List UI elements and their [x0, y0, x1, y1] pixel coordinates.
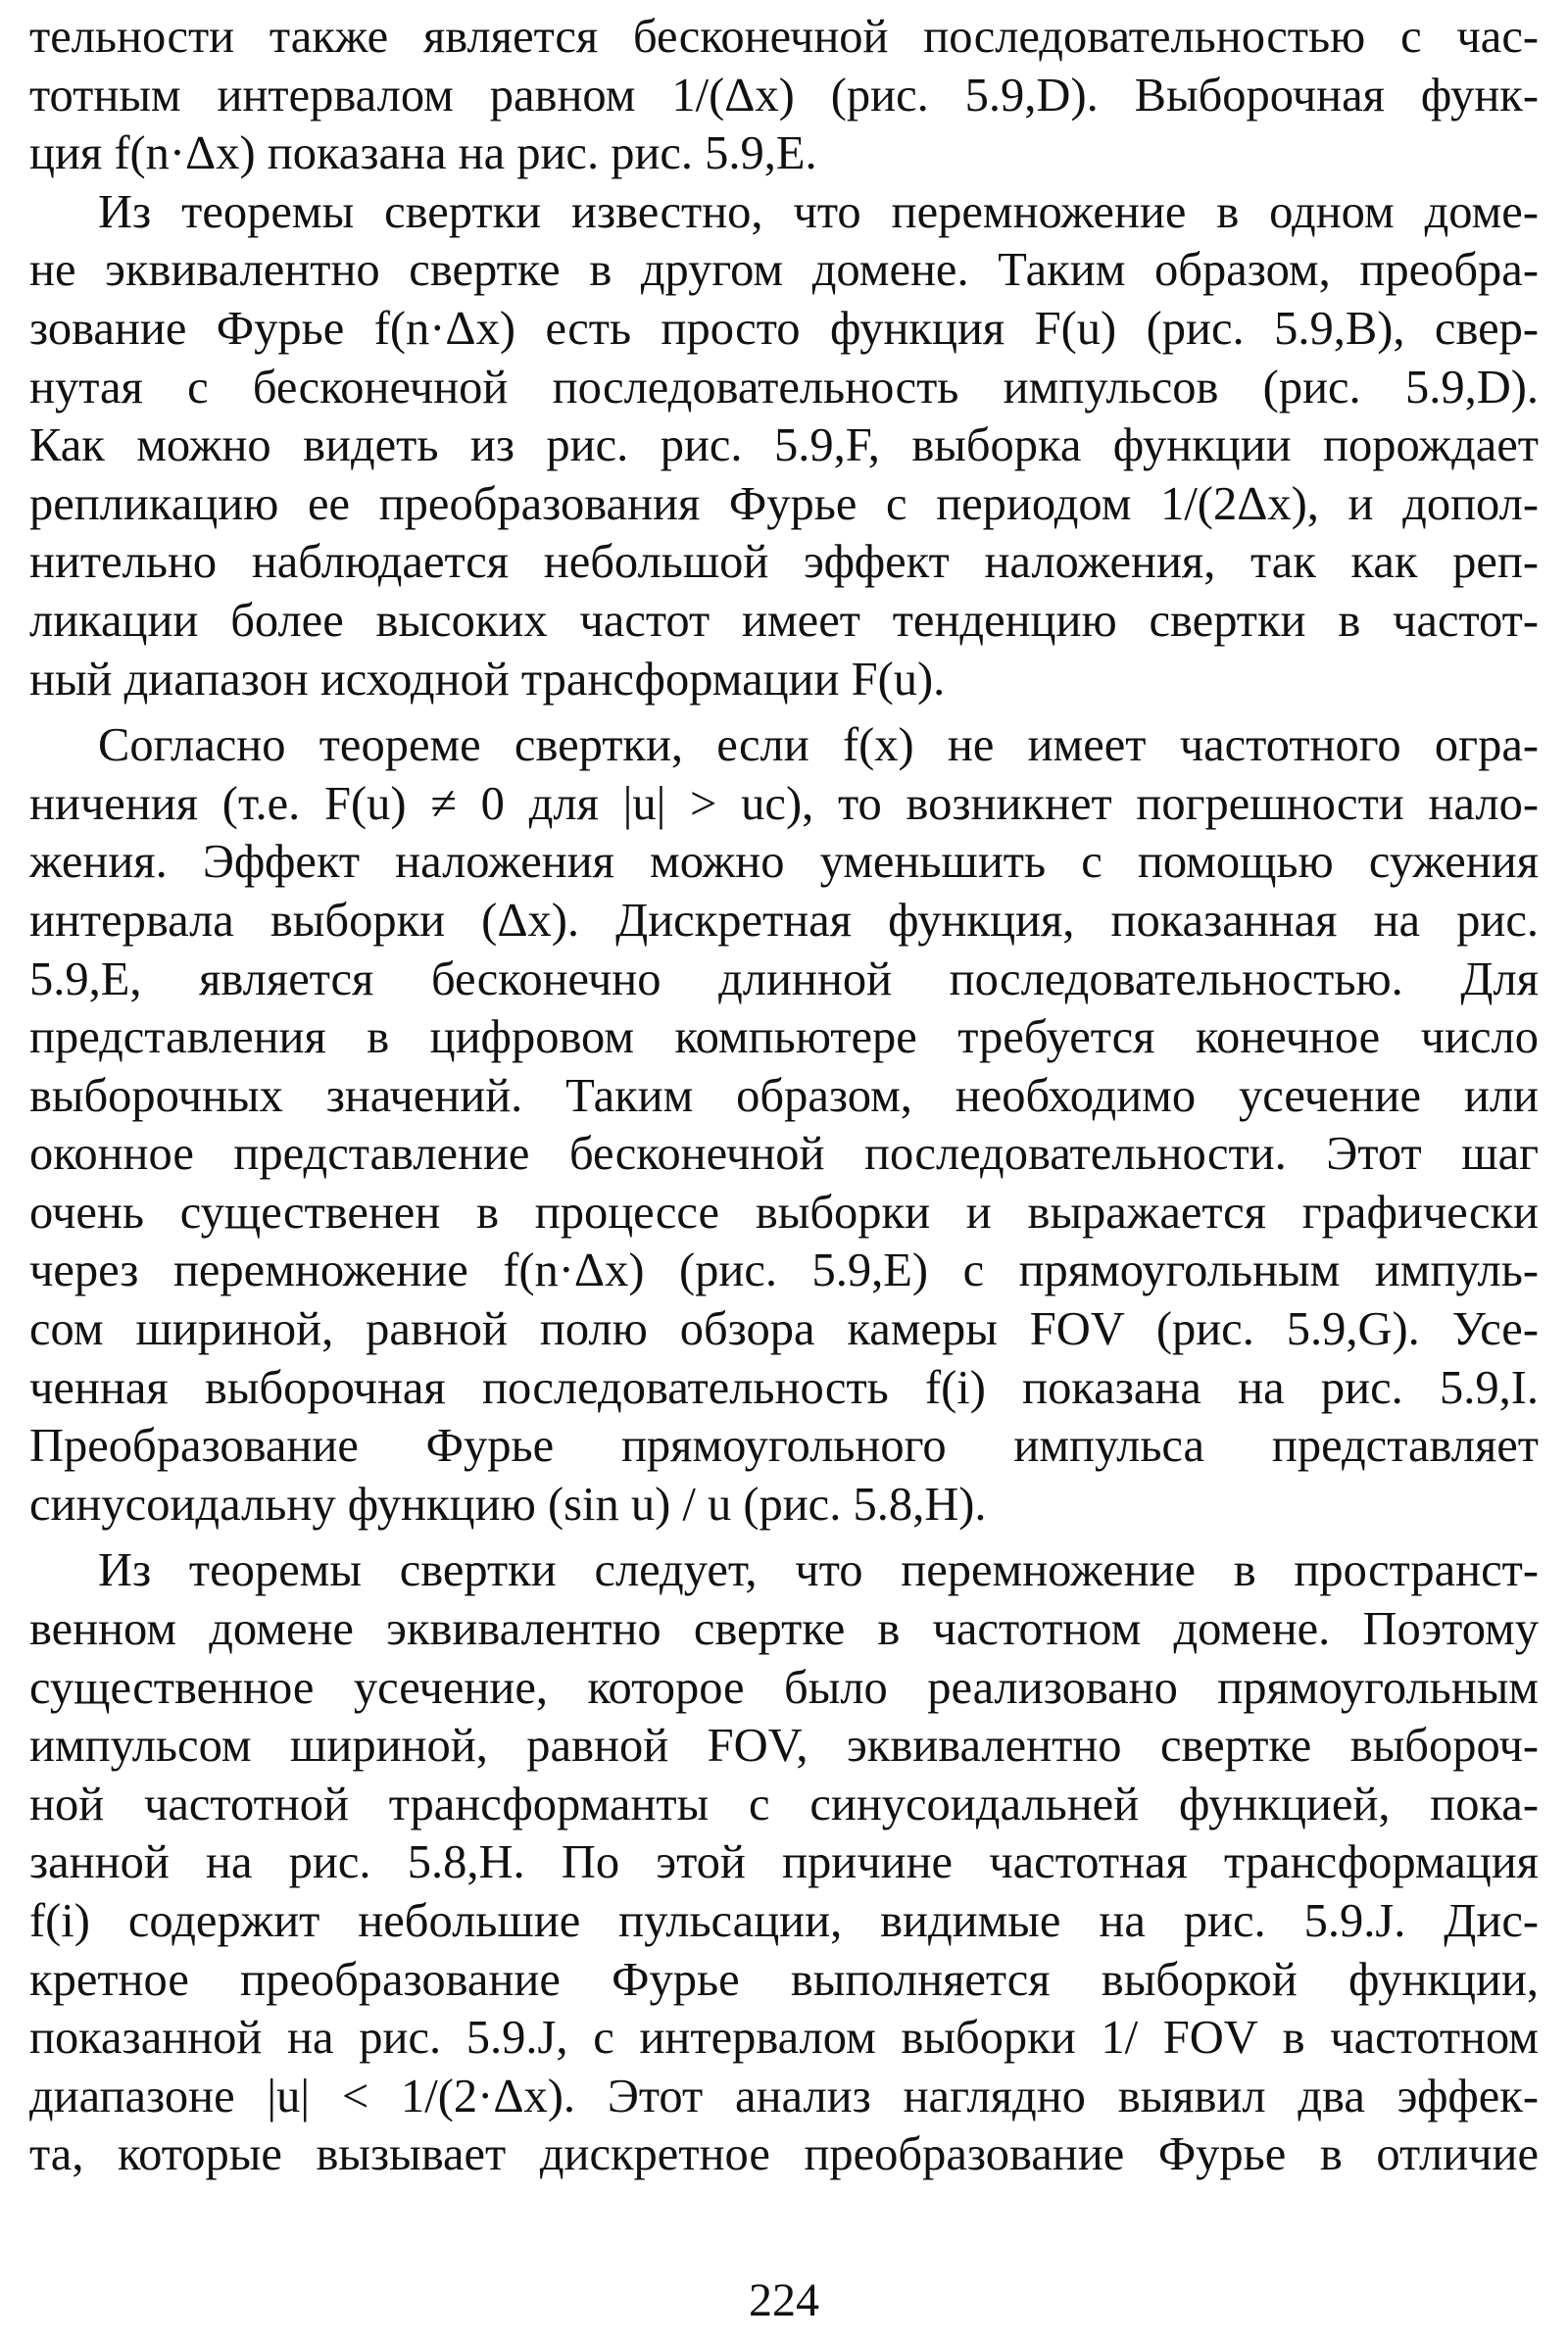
text-line: ной частотной трансформанты с синусоидальней функцией, пока- [29, 1778, 1539, 1830]
paragraph-2 [29, 183, 1539, 708]
text-line: венном домене эквивалентно свертке в частотном домене. Поэтому [29, 1603, 1539, 1656]
text-line: представления в цифровом компьютере требуется конечное число [29, 1011, 1539, 1064]
page-body [29, 8, 1539, 2184]
paragraph-gap [29, 1534, 1539, 1541]
text-line: не эквивалентно свертке в другом домене. Таким образом, преобра- [29, 244, 1539, 297]
text-line: тельности также является бесконечной последовательностью с час- [29, 11, 1539, 63]
text-line: Как можно видеть из рис. рис. 5.9,F, выборка функции порождает [29, 419, 1539, 472]
text-line: нительно наблюдается небольшой эффект наложения, так как реп- [29, 536, 1539, 589]
text-line: диапазоне |u| < 1/(2·Δx). Этот анализ наглядно выявил два эффек- [29, 2070, 1539, 2122]
text-line: интервала выборки (Δx). Дискретная функция, показанная на рис. [29, 894, 1539, 947]
text-line: импульсом шириной, равной FOV, эквивалентно свертке выбороч- [29, 1720, 1539, 1773]
text-line: кретное преобразование Фурье выполняется выборкой функции, [29, 1953, 1539, 2006]
text-line: нутая с бесконечной последовательность импульсов (рис. 5.9,D). [29, 361, 1539, 414]
text-line: показанной на рис. 5.9.J, с интервалом выборки 1/ FOV в частотном [29, 2012, 1539, 2065]
text-line: 5.9,E, является бесконечно длинной последовательностью. Для [29, 952, 1539, 1005]
text-line: зование Фурье f(n·Δx) есть просто функция F(u) (рис. 5.9,B), свер- [29, 302, 1539, 355]
text-line: Из теоремы свертки известно, что перемножение в одном доме- [98, 185, 1539, 238]
text-line: жения. Эффект наложения можно уменьшить с помощью сужения [29, 836, 1539, 889]
text-line: через перемножение f(n·Δx) (рис. 5.9,E) с прямоугольным импуль- [29, 1244, 1539, 1297]
text-line: Из теоремы свертки следует, что перемножение в пространст- [98, 1544, 1539, 1597]
paragraph-gap [29, 708, 1539, 716]
text-line: существенное усечение, которое было реализовано прямоугольным [29, 1661, 1539, 1714]
text-line: тотным интервалом равном 1/(Δx) (рис. 5.9,D). Выборочная функ- [29, 69, 1539, 122]
text-line: Преобразование Фурье прямоугольного импульса представляет [29, 1420, 1539, 1473]
paragraph-1 [29, 8, 1539, 183]
text-line: синусоидальну функцию (sin u) / u (рис. 5.8,H). [29, 1478, 987, 1531]
text-line: очень существенен в процессе выборки и выражается графически [29, 1186, 1539, 1239]
text-line: ный диапазон исходной трансформации F(u). [29, 653, 946, 706]
text-line: та, которые вызывает дискретное преобразование Фурье в отличие [29, 2128, 1539, 2181]
text-line: ничения (т.е. F(u) ≠ 0 для |u| > uc), то возникнет погрешности нало- [29, 777, 1539, 830]
paragraph-3 [29, 716, 1539, 1534]
text-line: ликации более высоких частот имеет тенденцию свертки в частот- [29, 594, 1539, 647]
text-line: сом шириной, равной полю обзора камеры FOV (рис. 5.9,G). Усе- [29, 1303, 1539, 1356]
text-line: выборочных значений. Таким образом, необходимо усечение или [29, 1069, 1539, 1122]
page-number: 224 [749, 2274, 819, 2326]
text-line: занной на рис. 5.8,H. По этой причине частотная трансформация [29, 1836, 1539, 1889]
text-line: f(i) содержит небольшие пульсации, видимые на рис. 5.9.J. Дис- [29, 1895, 1539, 1947]
text-line: Согласно теореме свертки, если f(x) не имеет частотного огра- [98, 719, 1539, 772]
text-line: репликацию ее преобразования Фурье с периодом 1/(2Δx), и допол- [29, 477, 1539, 530]
paragraph-4 [29, 1541, 1539, 2184]
text-line: ченная выборочная последовательность f(i) показана на рис. 5.9,I. [29, 1361, 1539, 1414]
text-line: оконное представление бесконечной последовательности. Этот шаг [29, 1128, 1539, 1181]
text-line: ция f(n·Δx) показана на рис. рис. 5.9,E. [29, 127, 817, 180]
